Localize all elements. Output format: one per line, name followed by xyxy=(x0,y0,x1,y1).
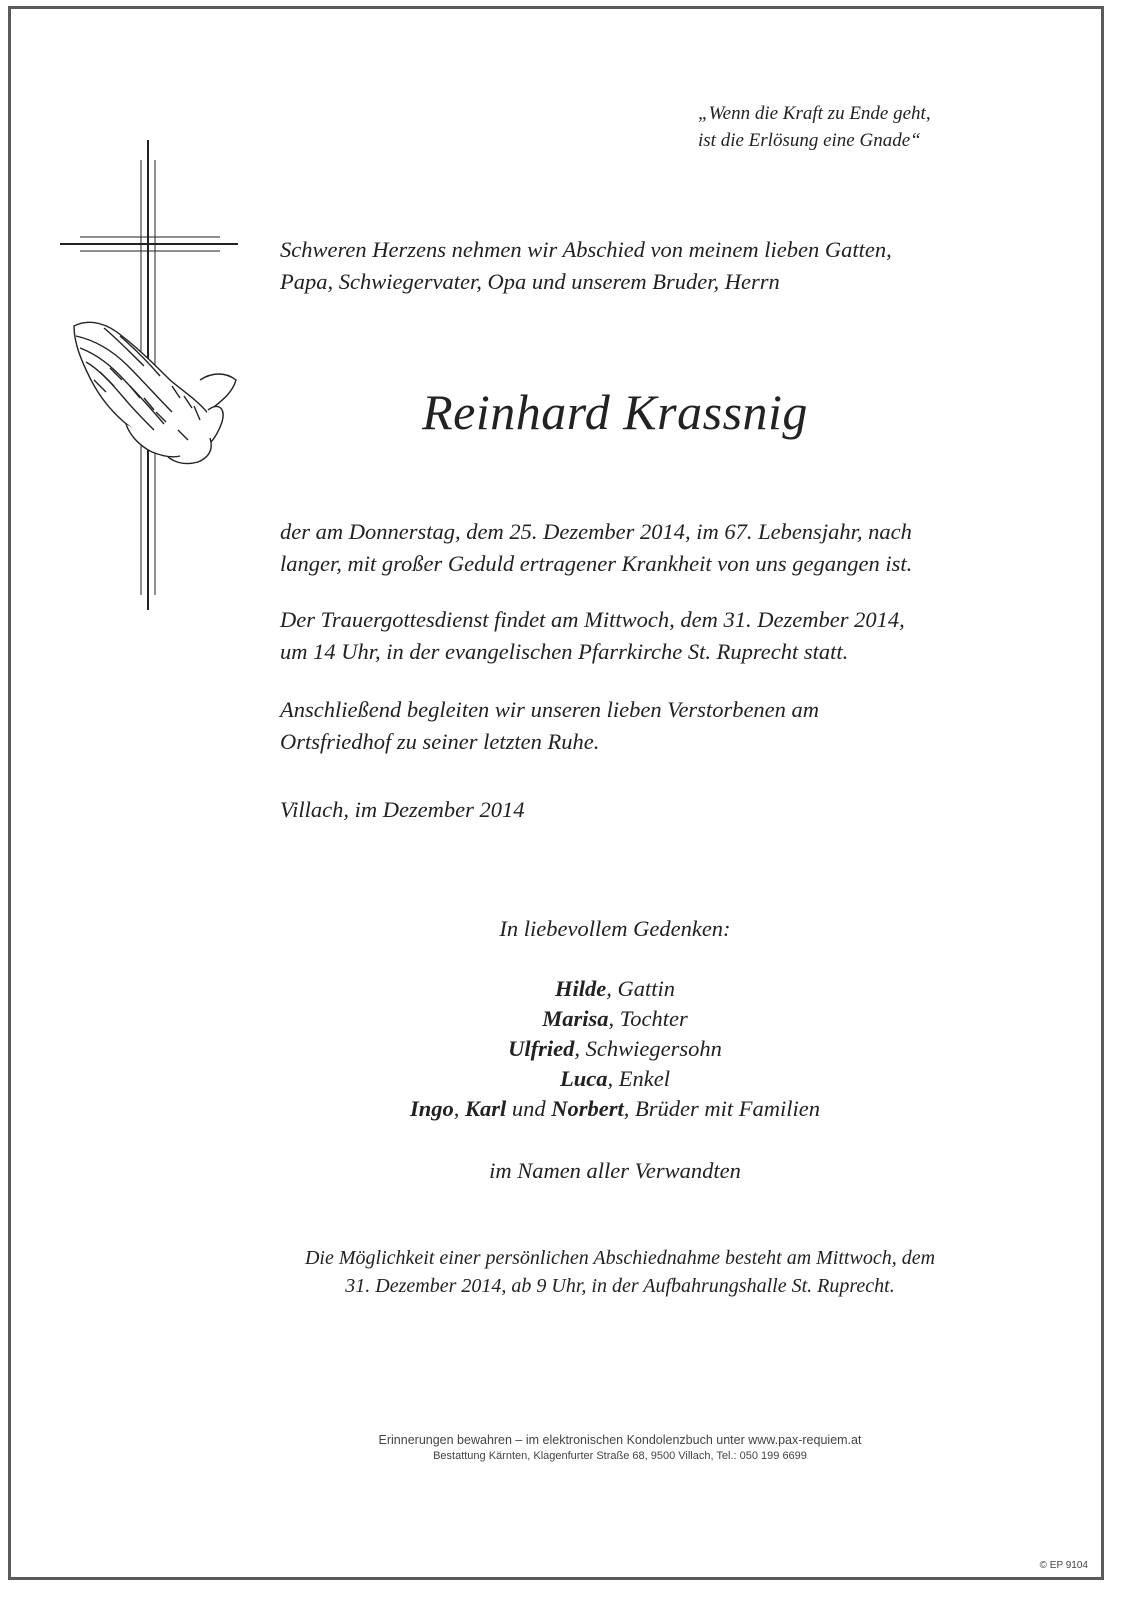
mourner-relation: , Gattin xyxy=(606,976,675,1001)
mourner-relation: , Enkel xyxy=(607,1066,670,1091)
service-line-1: Der Trauergottesdienst findet am Mittwoch, dem 31. Dezember 2014, xyxy=(280,607,905,632)
deceased-name: Reinhard Krassnig xyxy=(422,384,808,440)
siblings-relation: , Brüder mit Familien xyxy=(623,1096,821,1121)
mourner-row xyxy=(150,1034,1080,1064)
viewing-line-1: Die Möglichkeit einer persönlichen Abschiednahme besteht am Mittwoch, dem xyxy=(304,1247,936,1269)
cross-praying-hands-icon xyxy=(60,140,250,620)
place-date-text: Villach, im Dezember 2014 xyxy=(280,797,525,822)
sibling-name-3: Norbert xyxy=(551,1096,624,1121)
mourner-row xyxy=(150,974,1080,1004)
footer-line-2: Bestattung Kärnten, Klagenfurter Straße 68, 9500 Villach, Tel.: 050 199 6699 xyxy=(433,1450,807,1462)
siblings-row xyxy=(150,1094,1080,1124)
intro-line-2: Papa, Schwiegervater, Opa und unserem Bruder, Herrn xyxy=(280,269,780,294)
mourner-relation: , Tochter xyxy=(608,1006,688,1031)
mourner-relation: , Schwiegersohn xyxy=(574,1036,722,1061)
quote-line-2: ist die Erlösung eine Gnade“ xyxy=(698,130,921,151)
mourner-row xyxy=(150,1004,1080,1034)
burial-paragraph xyxy=(280,694,980,758)
footer-line-1: Erinnerungen bewahren – im elektronischen Kondolenzbuch unter www.pax-requiem.at xyxy=(378,1433,862,1447)
death-notice-line-2: langer, mit großer Geduld ertragener Krankheit von uns gegangen ist. xyxy=(280,551,913,576)
intro-paragraph xyxy=(280,234,980,298)
death-notice-line-1: der am Donnerstag, dem 25. Dezember 2014, im 67. Lebensjahr, nach xyxy=(280,519,912,544)
memory-heading: In liebevollem Gedenken: xyxy=(499,916,731,941)
separator: , xyxy=(453,1096,466,1121)
mourners-list xyxy=(150,974,1080,1124)
viewing-note xyxy=(240,1244,1000,1300)
death-notice-paragraph xyxy=(280,516,980,580)
sibling-name-2: Karl xyxy=(465,1096,507,1121)
footer xyxy=(240,1432,1000,1464)
burial-line-2: Ortsfriedhof zu seiner letzten Ruhe. xyxy=(280,729,600,754)
epigraph-quote xyxy=(698,100,998,154)
relatives-line: im Namen aller Verwandten xyxy=(489,1158,741,1183)
mourner-name: Ulfried xyxy=(508,1036,575,1061)
mourner-name: Luca xyxy=(560,1066,608,1091)
form-code: © EP 9104 xyxy=(1039,1560,1088,1571)
mourner-row xyxy=(150,1064,1080,1094)
sibling-name-1: Ingo xyxy=(409,1096,454,1121)
mourner-name: Hilde xyxy=(554,976,607,1001)
viewing-line-2: 31. Dezember 2014, ab 9 Uhr, in der Aufbahrungshalle St. Ruprecht. xyxy=(345,1275,895,1297)
burial-line-1: Anschließend begleiten wir unseren lieben Verstorbenen am xyxy=(280,697,820,722)
separator: und xyxy=(506,1096,552,1121)
service-line-2: um 14 Uhr, in der evangelischen Pfarrkirche St. Ruprecht statt. xyxy=(280,639,849,664)
place-date xyxy=(280,794,980,826)
intro-line-1: Schweren Herzens nehmen wir Abschied von meinem lieben Gatten, xyxy=(280,237,892,262)
quote-line-1: „Wenn die Kraft zu Ende geht, xyxy=(698,103,931,124)
mourner-name: Marisa xyxy=(542,1006,609,1031)
service-paragraph xyxy=(280,604,980,668)
